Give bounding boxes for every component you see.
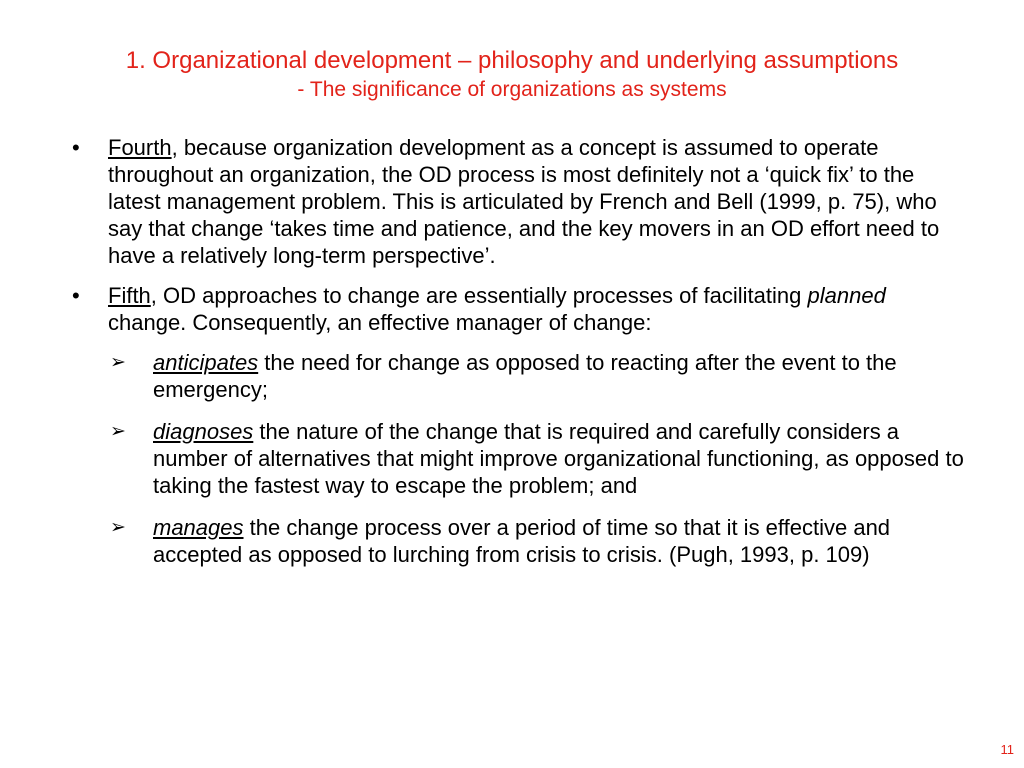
sub-bullet-lead-diagnoses: diagnoses: [153, 419, 254, 444]
bullet-text-fifth-after: change. Consequently, an effective manager of change:: [108, 310, 652, 335]
sub-bullet-anticipates: [70, 349, 970, 403]
slide-title: 1. Organizational development – philosophy and underlying assumptions: [125, 47, 899, 74]
arrow-bullet-icon: ➢: [110, 421, 126, 442]
slide-subtitle: - The significance of organizations as systems: [297, 78, 727, 101]
bullet-lead-fourth: Fourth: [108, 135, 172, 160]
bullet-dot-icon: •: [72, 283, 80, 308]
bullet-fifth: [70, 282, 970, 336]
arrow-bullet-icon: ➢: [110, 352, 126, 373]
sub-bullet-manages: [70, 514, 970, 568]
bullet-fourth: [70, 134, 970, 269]
sub-bullet-diagnoses: [70, 418, 970, 499]
slide-body: [70, 134, 970, 583]
sub-bullet-lead-manages: manages: [153, 515, 244, 540]
sub-bullet-text-diagnoses: the nature of the change that is required and carefully considers a number of alternatives that might improve organizational functioning, as opposed to taking the fastest way to escape the problem; and: [153, 419, 964, 498]
bullet-dot-icon: •: [72, 135, 80, 160]
bullet-emphasis-planned: planned: [807, 283, 886, 308]
arrow-bullet-icon: ➢: [110, 517, 126, 538]
sub-bullet-text-anticipates: the need for change as opposed to reacting after the event to the emergency;: [153, 350, 897, 402]
bullet-text-fifth-before: , OD approaches to change are essentially processes of facilitating: [150, 283, 808, 308]
bullet-text-fourth: , because organization development as a concept is assumed to operate throughout an organization, the OD process is most definitely not a ‘quick fix’ to the latest management problem. This is articulated by French and Bell (1999, p. 75), who say that change ‘takes time and patience, and the key movers in an OD effort need to have a relatively long-term perspective’.: [108, 135, 940, 268]
bullet-lead-fifth: Fifth: [108, 283, 151, 308]
slide-title-block: [0, 46, 1024, 104]
page-number: 11: [1000, 742, 1014, 757]
sub-bullet-text-manages: the change process over a period of time so that it is effective and accepted as opposed to lurching from crisis to crisis. (Pugh, 1993, p. 109): [153, 515, 891, 567]
sub-bullet-lead-anticipates: anticipates: [153, 350, 259, 375]
